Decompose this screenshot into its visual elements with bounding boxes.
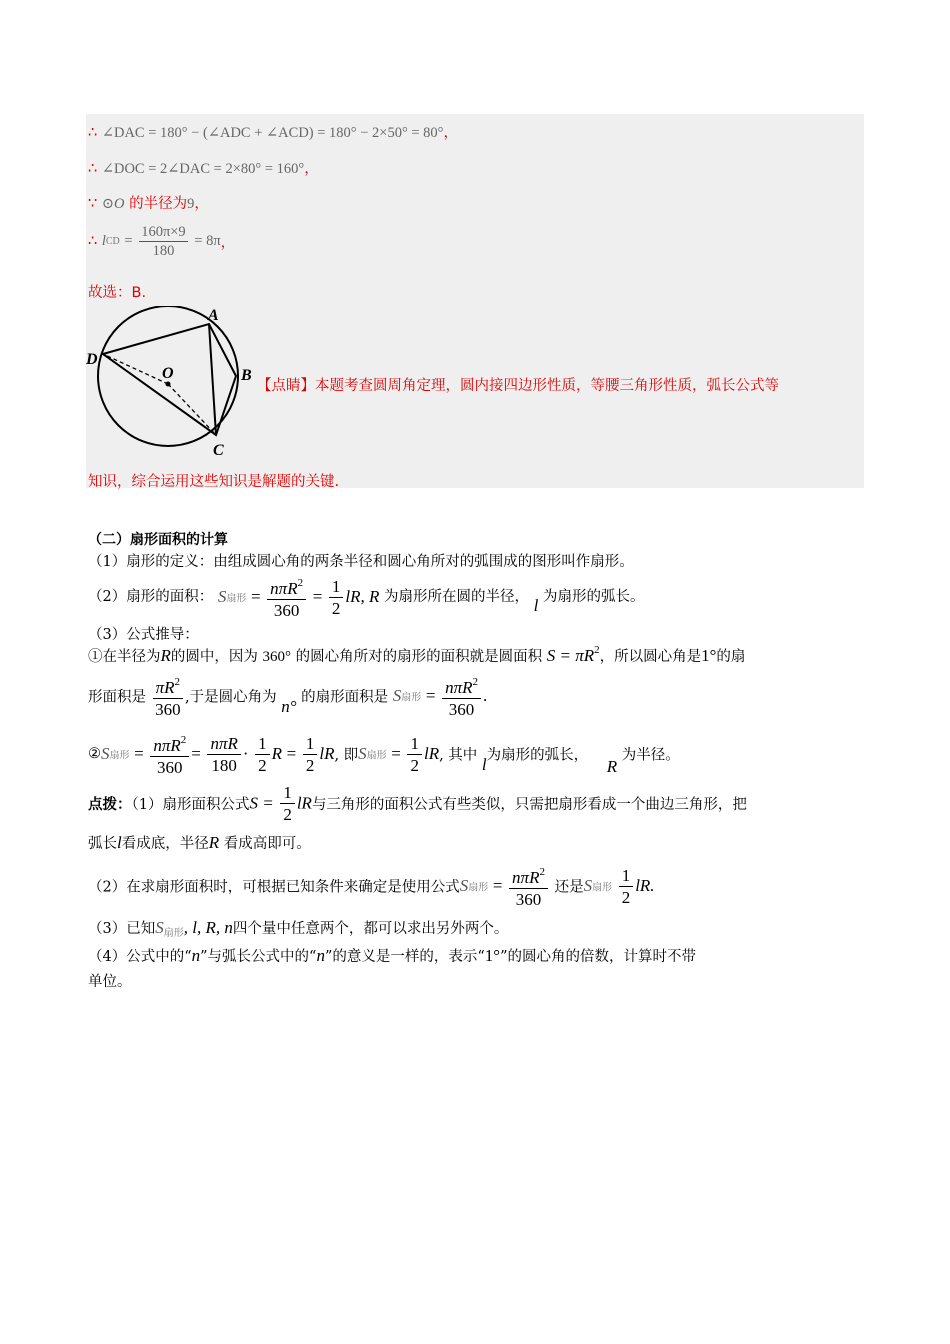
- circle-diagram: [86, 306, 256, 466]
- solution-line-4: ∴ lCD = $\frac{160\pi\times 9}{180}$ = 8π，: [88, 224, 236, 259]
- para-derivation-2: 形面积是 $\frac{\pi R^2}{360}$ ,于是圆心角为 n° 的扇形面积是 S扇形 = $\frac{n\pi R^2}{360}$ .: [88, 672, 487, 720]
- tip-3: （2）在求扇形面积时，可根据已知条件来确定是使用公式S扇形 = $\frac{n\pi R^2}{360}$ 还是S扇形 $\frac{1}{2}$ lR.: [88, 862, 655, 910]
- tip-4: （3）已知$S_{扇形}$, l, R, n四个量中任意两个，都可以求出另外两个。: [88, 918, 509, 939]
- solution-line-2: ∴ ∠DOC = 2∠DAC = 2×80° = 160°，: [88, 161, 319, 177]
- tip-2: 弧长l看成底，半径R 看成高即可。: [88, 833, 311, 852]
- para-derivation-title: （3）公式推导：: [88, 627, 199, 643]
- label-o: O: [162, 365, 174, 382]
- label-a: A: [208, 307, 219, 324]
- chord-ac: [209, 324, 216, 435]
- radius-od: [103, 354, 168, 384]
- label-d: D: [86, 351, 98, 368]
- section-heading: （二）扇形面积的计算: [88, 532, 228, 548]
- solution-line-1: ∴ ∠DAC = 180° − (∠ADC + ∠ACD) = 180° − 2×50° = 80°，: [88, 125, 458, 141]
- solution-line-3: ∵ ⊙O 的半径为9，: [88, 196, 209, 212]
- para-derivation-1: ①在半径为R的圆中，因为 360° 的圆心角所对的扇形的面积就是圆面积 $S = \pi R^2$，所以圆心角是1°的扇: [88, 644, 746, 665]
- tip-1: 点拨：（1）扇形面积公式S = $\frac{1}{2}$ lR与三角形的面积公式有些类似，只需把扇形看成一个曲边三角形，把: [88, 783, 747, 824]
- comment-line-1: 【点睛】本题考查圆周角定理，圆内接四边形性质，等腰三角形性质，弧长公式等: [257, 378, 779, 394]
- center-point: [166, 382, 171, 387]
- radius-oc: [168, 384, 216, 435]
- answer-line: 故选：B.: [88, 285, 147, 301]
- arc-length-fraction: $\frac{160\pi\times 9}{180}$: [141, 224, 186, 259]
- comment-line-2: 知识，综合运用这些知识是解题的关键.: [88, 474, 340, 490]
- label-b: B: [241, 367, 252, 384]
- para-area: （2）扇形的面积： S扇形 = $\frac{n\pi R^2}{360}$ = $\frac{1}{2}$ lR, R 为扇形所在圆的半径， l 为扇形的弧长。: [88, 573, 644, 621]
- label-c: C: [213, 442, 224, 459]
- tip-5: （4）公式中的“n”与弧长公式中的“n”的意义是一样的，表示“1°”的圆心角的倍数，计算时不带: [88, 946, 697, 965]
- para-definition: （1）扇形的定义：由组成圆心角的两条半径和圆心角所对的弧围成的图形叫作扇形。: [88, 554, 634, 570]
- para-derivation-3: ②S扇形 = $\frac{n\pi R^2}{360}$ = $\frac{\text{nπR}}{180}$ · $\frac{1}{2}$ R = $\frac{1}{2}$ lR, 即S扇形 = $\frac{1}{2}$ lR, 其中 l为扇形的弧长， R 为半径。: [88, 730, 680, 778]
- tip-6: 单位。: [88, 974, 132, 990]
